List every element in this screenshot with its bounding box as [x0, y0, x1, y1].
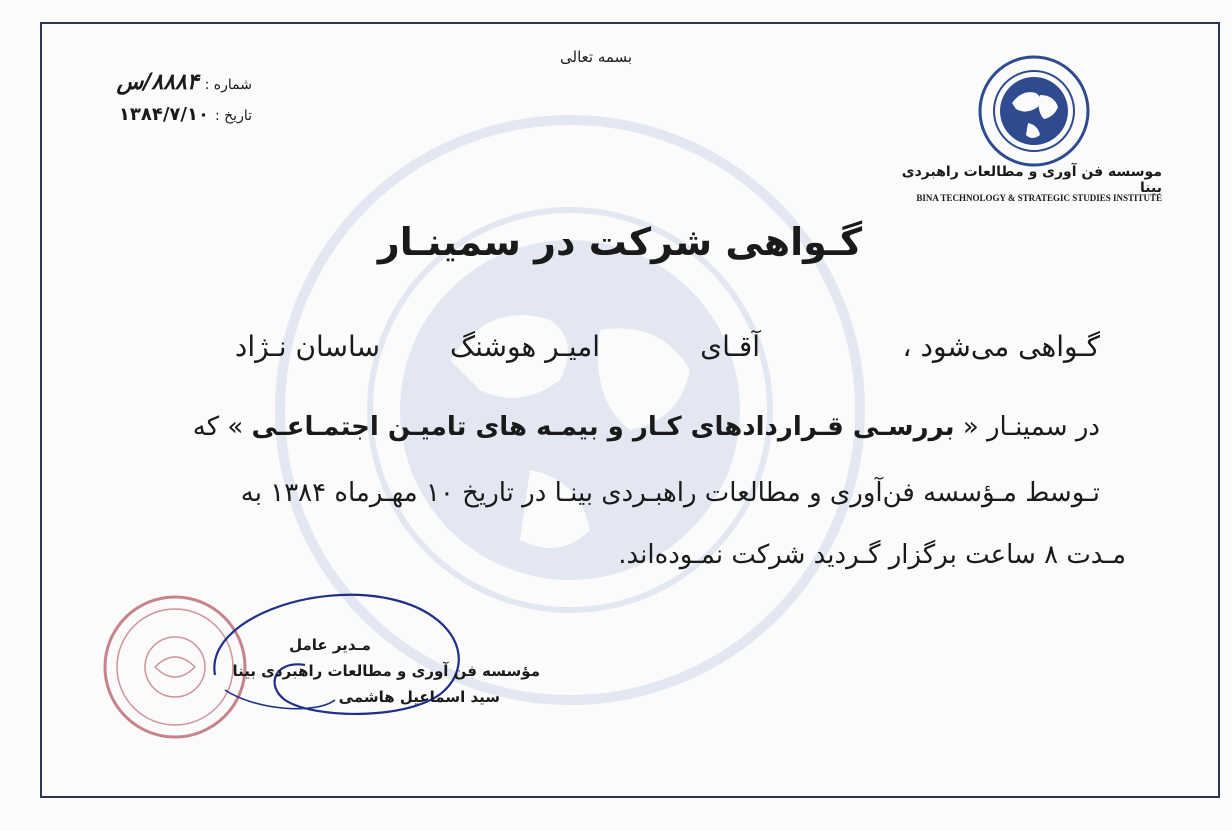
certify-text: گـواهی می‌شود ،: [902, 330, 1100, 363]
signatory-name: سید اسماعیل هاشمی: [338, 688, 500, 706]
recipient-first-name: امیـر هوشنگ: [450, 330, 600, 363]
signatory-role: مـدیر عامل: [289, 636, 371, 654]
organizer-line: تـوسط مـؤسسه فن‌آوری و مطالعات راهبـردی بینـا در تاریخ ۱۰ مهـرماه ۱۳۸۴ به: [240, 478, 1100, 508]
signatory-organization: مؤسسه فن آوری و مطالعات راهبردی بینا: [232, 662, 540, 680]
date-label: تاریخ :: [214, 108, 252, 124]
seminar-line: [100, 412, 1100, 442]
signatory-block: [180, 632, 540, 710]
seminar-title: بررسـی قـراردادهای کـار و بیمـه های تامیـن اجتمـاعـی: [251, 412, 955, 442]
letter-number: [72, 70, 252, 95]
letter-date: [72, 104, 252, 125]
institute-logo-icon: [978, 55, 1090, 167]
honorific: آقـای: [700, 330, 760, 363]
recipient-last-name: ساسان نـژاد: [234, 330, 380, 363]
certificate-title: گـواهی شرکت در سمینـار: [377, 220, 863, 264]
duration-line: مـدت ۸ ساعت برگزار گـردید شرکت نمـوده‌اند.: [618, 540, 1126, 570]
institute-name-fa: موسسه فن آوری و مطالعات راهبردی بینا: [901, 164, 1162, 196]
seminar-prefix: در سمینـار «: [962, 412, 1100, 442]
number-value: ۸۸۸۴/س: [116, 70, 199, 95]
number-label: شماره :: [204, 77, 252, 93]
recipient-line: [140, 330, 1100, 380]
basmala-heading: بسمه تعالی: [560, 48, 633, 66]
date-value: ۱۳۸۴/۷/۱۰: [118, 104, 209, 125]
seminar-suffix: » که: [192, 412, 244, 442]
institute-name-en: BINA TECHNOLOGY & STRATEGIC STUDIES INSTITUTE: [916, 193, 1162, 203]
